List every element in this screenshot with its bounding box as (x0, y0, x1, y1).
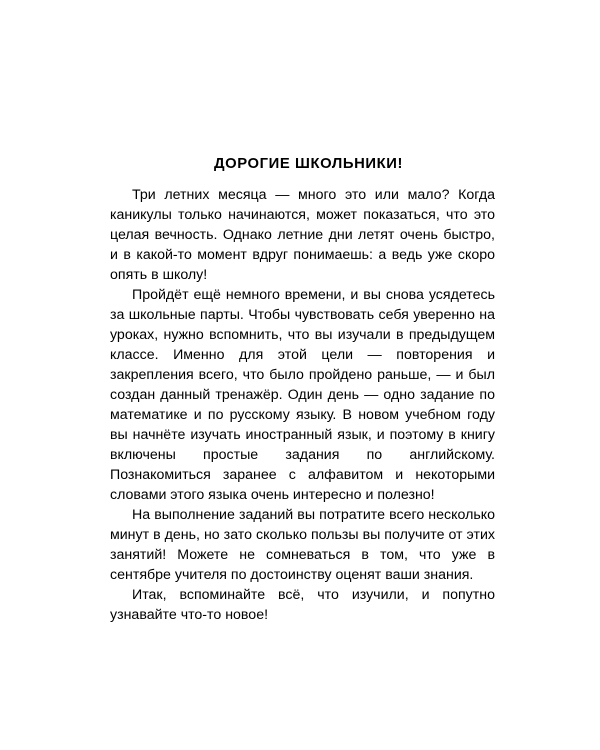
paragraph-3: На выполнение заданий вы потратите всего несколько минут в день, но зато сколько пользы вы получите от этих занятий! Можете не сомневаться в том, что уже в сентябре учителя по достоинству оценят ваши знания. (110, 507, 495, 583)
text-block (110, 155, 495, 625)
page-title: ДОРОГИЕ ШКОЛЬНИКИ! (213, 156, 403, 172)
paragraph-4: Итак, вспоминайте всё, что изучили, и попутно узнавайте что-то новое! (110, 587, 495, 623)
paragraph-2: Пройдёт ещё немного времени, и вы снова усядетесь за школьные парты. Чтобы чувствовать себя уверенно на уроках, нужно вспомнить, что вы изучали в предыдущем классе. Именно для этой цели — повторения и закрепления всего, что было пройдено раньше, — и был создан данный тренажёр. Один день — одно задание по математике и по русскому языку. В новом учебном году вы начнёте изучать иностранный язык, и поэтому в книгу включены простые задания по английскому. Познакомиться заранее с алфавитом и некоторыми словами этого языка очень интересно и полезно! (110, 287, 495, 503)
paragraph-1: Три летних месяца — много это или мало? Когда каникулы только начинаются, может показаться, что это целая вечность. Однако летние дни летят очень быстро, и в какой-то момент вдруг понимаешь: а ведь уже скоро опять в школу! (110, 187, 495, 283)
